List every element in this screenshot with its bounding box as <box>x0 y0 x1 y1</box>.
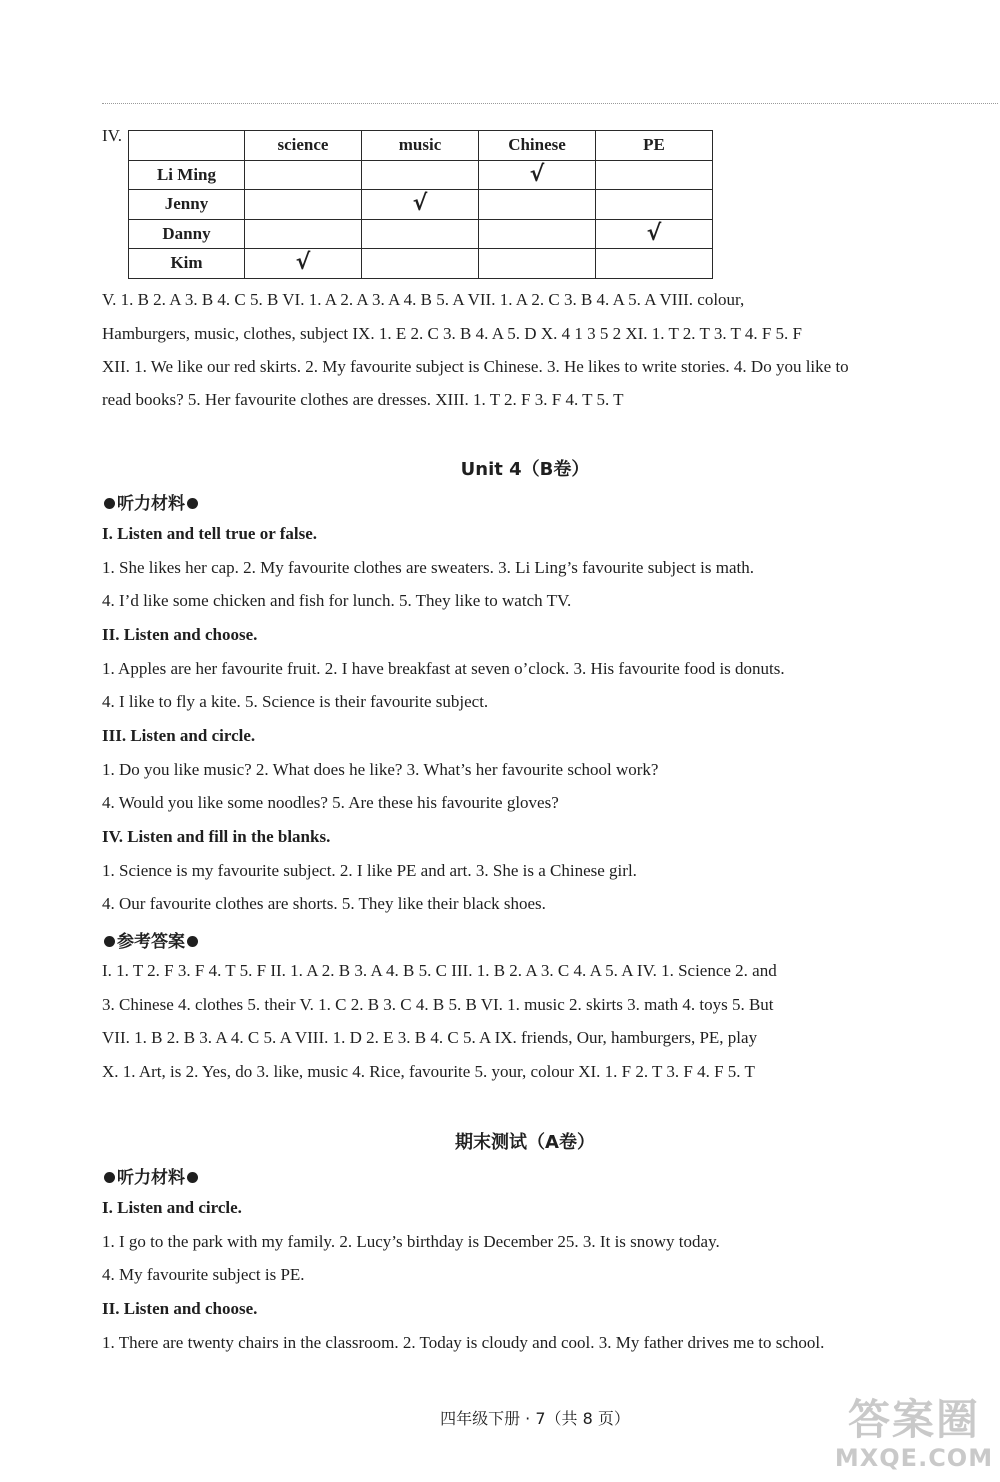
row-name: Danny <box>129 219 245 249</box>
table-header-cell: PE <box>596 131 713 161</box>
table-header-cell: Chinese <box>479 131 596 161</box>
bullet-icon <box>187 498 198 509</box>
section-heading: III. Listen and circle. <box>102 726 256 745</box>
text-line: 4. My favourite subject is PE. <box>102 1265 305 1284</box>
table-row <box>129 219 713 249</box>
row-name: Kim <box>129 249 245 279</box>
section-heading: II. Listen and choose. <box>102 625 258 644</box>
row-name: Jenny <box>129 190 245 220</box>
unit-title: 期末测试（A卷） <box>455 1132 595 1153</box>
listening-heading: 听力材料 <box>104 1163 200 1188</box>
text-line: 4. I like to fly a kite. 5. Science is their favourite subject. <box>102 692 489 711</box>
answer-line: VII. 1. B 2. B 3. A 4. C 5. A VIII. 1. D 2. E 3. B 4. C 5. A IX. friends, Our, hamburgers, PE, play <box>102 1028 758 1047</box>
text-line: 4. I’d like some chicken and fish for lunch. 5. They like to watch TV. <box>102 591 572 610</box>
table-header-cell: science <box>245 131 362 161</box>
tick-cell <box>596 160 713 190</box>
tick-cell <box>245 219 362 249</box>
bullet-icon <box>187 1172 198 1183</box>
bullet-icon <box>104 936 115 947</box>
answer-key-heading: 参考答案 <box>104 927 200 952</box>
answer-line: XII. 1. We like our red skirts. 2. My favourite subject is Chinese. 3. He likes to write stories. 4. Do you like to <box>102 357 849 376</box>
text-line: 1. Science is my favourite subject. 2. I like PE and art. 3. She is a Chinese girl. <box>102 861 637 880</box>
watermark-logo: 答案圈 MXQE.COM <box>834 1395 994 1472</box>
section-heading: I. Listen and tell true or false. <box>102 524 318 543</box>
tick-cell <box>245 190 362 220</box>
answer-line: I. 1. T 2. F 3. F 4. T 5. F II. 1. A 2. B 3. A 4. B 5. C III. 1. B 2. A 3. C 4. A 5. A IV. 1. Science 2. and <box>102 961 777 980</box>
answer-line: X. 1. Art, is 2. Yes, do 3. like, music 4. Rice, favourite 5. your, colour XI. 1. F 2. T 3. F 4. F 5. T <box>102 1062 755 1081</box>
subject-table <box>128 130 713 279</box>
text-line: 1. There are twenty chairs in the classroom. 2. Today is cloudy and cool. 3. My father drives me to school. <box>102 1333 825 1352</box>
text-line: 1. Do you like music? 2. What does he like? 3. What’s her favourite school work? <box>102 760 659 779</box>
text-line: 1. She likes her cap. 2. My favourite clothes are sweaters. 3. Li Ling’s favourite subject is math. <box>102 558 754 577</box>
page-footer: 四年级下册 · 7（共 8 页） <box>440 1409 630 1428</box>
top-divider <box>102 103 998 104</box>
tick-cell: √ <box>479 160 596 190</box>
section-heading: II. Listen and choose. <box>102 1299 258 1318</box>
tick-cell <box>479 190 596 220</box>
tick-cell <box>245 160 362 190</box>
tick-cell <box>362 249 479 279</box>
text-line: 4. Would you like some noodles? 5. Are these his favourite gloves? <box>102 793 559 812</box>
row-name: Li Ming <box>129 160 245 190</box>
table-header-cell <box>129 131 245 161</box>
section-label-iv: IV. <box>102 126 122 145</box>
answer-line: Hamburgers, music, clothes, subject IX. 1. E 2. C 3. B 4. A 5. D X. 4 1 3 5 2 XI. 1. T 2. T 3. T 4. F 5. F <box>102 324 802 343</box>
listening-heading: 听力材料 <box>104 489 200 514</box>
text-line: 4. Our favourite clothes are shorts. 5. They like their black shoes. <box>102 894 546 913</box>
unit-title: Unit 4（B卷） <box>460 459 590 480</box>
table-row <box>129 249 713 279</box>
tick-cell: √ <box>362 190 479 220</box>
answer-line: read books? 5. Her favourite clothes are dresses. XIII. 1. T 2. F 3. F 4. T 5. T <box>102 390 624 409</box>
tick-cell <box>596 190 713 220</box>
table-header-cell: music <box>362 131 479 161</box>
tick-cell <box>362 219 479 249</box>
answer-line: V. 1. B 2. A 3. B 4. C 5. B VI. 1. A 2. A 3. A 4. B 5. A VII. 1. A 2. C 3. B 4. A 5. A VIII. colour, <box>102 290 745 309</box>
section-heading: I. Listen and circle. <box>102 1198 242 1217</box>
text-line: 1. Apples are her favourite fruit. 2. I have breakfast at seven o’clock. 3. His favourite food is donuts. <box>102 659 785 678</box>
section-heading: IV. Listen and fill in the blanks. <box>102 827 331 846</box>
tick-cell <box>479 249 596 279</box>
tick-cell: √ <box>596 219 713 249</box>
table-row <box>129 160 713 190</box>
tick-cell <box>479 219 596 249</box>
bullet-icon <box>187 936 198 947</box>
text-line: 1. I go to the park with my family. 2. Lucy’s birthday is December 25. 3. It is snowy today. <box>102 1232 720 1251</box>
answer-line: 3. Chinese 4. clothes 5. their V. 1. C 2. B 3. C 4. B 5. B VI. 1. music 2. skirts 3. math 4. toys 5. But <box>102 995 774 1014</box>
tick-cell <box>596 249 713 279</box>
tick-cell: √ <box>245 249 362 279</box>
tick-cell <box>362 160 479 190</box>
table-row <box>129 190 713 220</box>
bullet-icon <box>104 498 115 509</box>
table-header-row <box>129 131 713 161</box>
bullet-icon <box>104 1172 115 1183</box>
